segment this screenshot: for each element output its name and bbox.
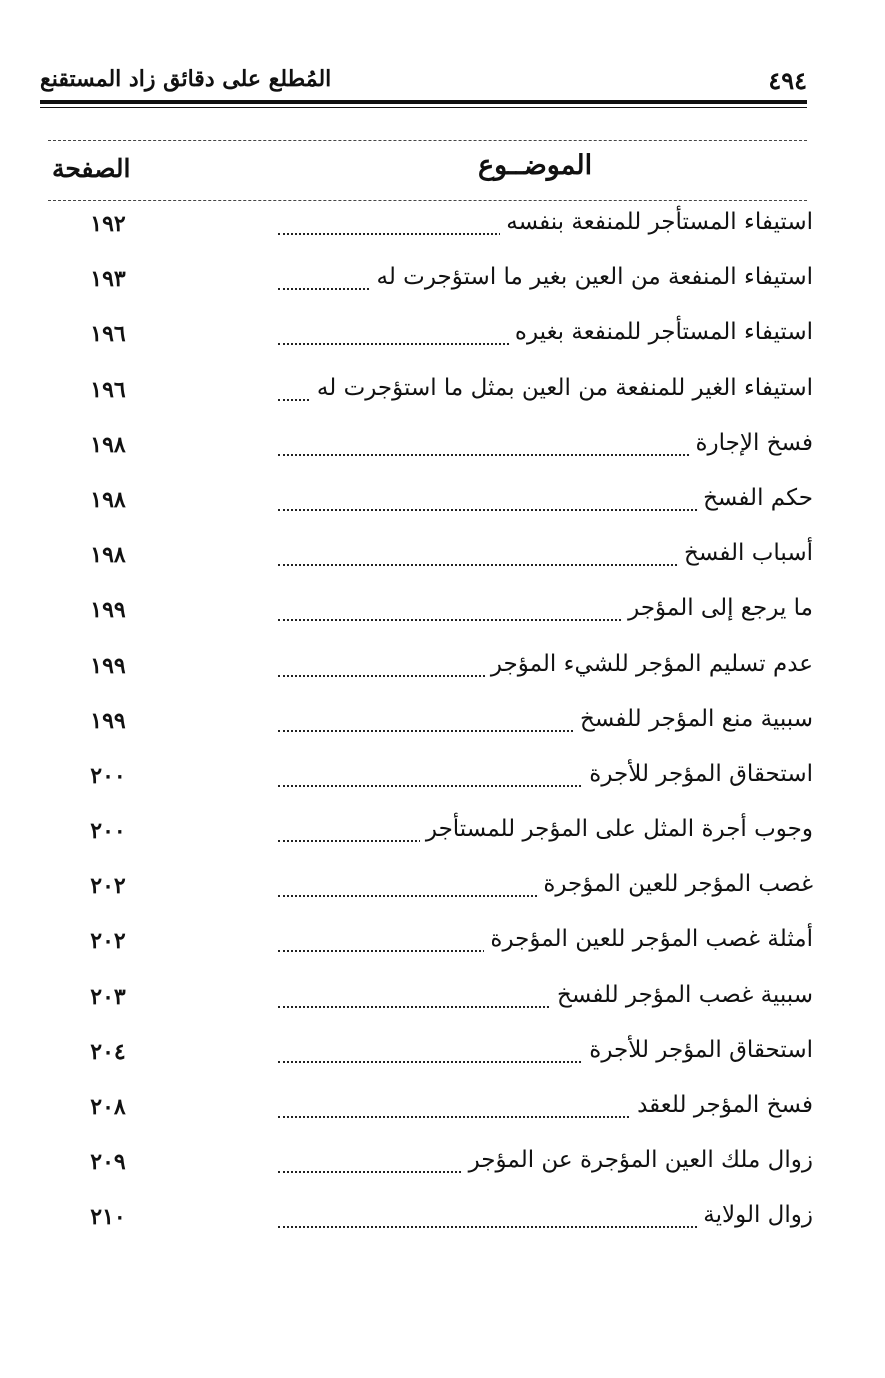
toc-entry-title: غصب المؤجر للعين المؤجرة	[537, 871, 813, 897]
toc-entry-title: سببية منع المؤجر للفسخ	[574, 706, 813, 732]
toc-entry-line	[163, 536, 813, 591]
toc-entry-title: فسخ الإجارة	[689, 430, 813, 456]
toc-entry	[48, 591, 813, 646]
toc-entry	[48, 481, 813, 536]
toc-entry	[48, 757, 813, 812]
toc-entry-page: ١٩٦	[90, 376, 126, 403]
header-rule-thin	[40, 107, 807, 108]
toc-entry-page: ٢٠٢	[90, 873, 126, 900]
toc-entry-page: ٢١٠	[90, 1204, 126, 1231]
dashed-divider-top	[48, 140, 807, 141]
toc-entry-line	[163, 1198, 813, 1253]
toc-entry-line	[163, 426, 813, 481]
topic-column-header: الموضــوع	[478, 150, 593, 181]
toc-entry-line	[163, 591, 813, 646]
toc-entry-line	[163, 315, 813, 370]
toc-entry-title: حكم الفسخ	[697, 485, 813, 511]
toc-entry-title: استيفاء المستأجر للمنفعة بغيره	[509, 319, 813, 345]
toc-entry-page: ١٩٩	[90, 597, 126, 624]
toc-entry	[48, 260, 813, 315]
toc-entry	[48, 1198, 813, 1253]
toc-entry	[48, 978, 813, 1033]
toc-entry-page: ١٩٨	[90, 542, 126, 569]
toc-entry-page: ٢٠٠	[90, 762, 126, 789]
toc-entry-title: فسخ المؤجر للعقد	[631, 1092, 813, 1118]
toc-entry	[48, 1033, 813, 1088]
dashed-divider-bottom	[48, 200, 807, 201]
toc-entry	[48, 371, 813, 426]
toc-entry-title: زوال ملك العين المؤجرة عن المؤجر	[463, 1147, 813, 1173]
toc-entry-title: سببية غصب المؤجر للفسخ	[551, 982, 813, 1008]
toc-entry-line	[163, 260, 813, 315]
toc-entry-page: ١٩٩	[90, 652, 126, 679]
toc-entry-title: استيفاء المستأجر للمنفعة بنفسه	[500, 209, 813, 235]
toc-entry-page: ١٩٨	[90, 431, 126, 458]
toc-entry-title: أسباب الفسخ	[678, 540, 813, 566]
toc-entry-line	[163, 481, 813, 536]
toc-entry-line	[163, 812, 813, 867]
toc-entry	[48, 426, 813, 481]
toc-entry-line	[163, 757, 813, 812]
toc-entry	[48, 867, 813, 922]
toc-entry-line	[163, 922, 813, 977]
toc-entry-line	[163, 205, 813, 260]
page-number: ٤٩٤	[768, 66, 807, 95]
toc-entry-title: ما يرجع إلى المؤجر	[622, 595, 813, 621]
toc-entry	[48, 205, 813, 260]
toc-entry-title: زوال الولاية	[697, 1202, 813, 1228]
running-title: المُطلع على دقائق زاد المستقنع	[40, 66, 332, 92]
toc-entry	[48, 536, 813, 591]
page-header	[40, 64, 807, 100]
toc-entry	[48, 1143, 813, 1198]
toc-entry-page: ١٩٨	[90, 486, 126, 513]
toc-entry-page: ٢٠٨	[90, 1094, 126, 1120]
toc-entry	[48, 1088, 813, 1143]
page-column-header: الصفحة	[52, 154, 131, 183]
toc-entry-line	[163, 1033, 813, 1088]
toc-entry-page: ١٩٩	[90, 707, 126, 734]
header-rule-thick	[40, 100, 807, 104]
toc-entry-line	[163, 978, 813, 1033]
toc-entry	[48, 702, 813, 757]
toc-entry-line	[163, 1088, 813, 1143]
toc-entry-page: ٢٠٢	[90, 928, 126, 955]
toc-entry-page: ٢٠٠	[90, 818, 126, 845]
toc-entry-title: استحقاق المؤجر للأجرة	[583, 761, 813, 787]
toc-entry-line	[163, 1143, 813, 1198]
toc-entry	[48, 315, 813, 370]
toc-entry	[48, 812, 813, 867]
toc-entry	[48, 647, 813, 702]
toc-entry-title: استيفاء الغير للمنفعة من العين بمثل ما استؤجرت له	[311, 375, 813, 401]
toc-entry-title: وجوب أجرة المثل على المؤجر للمستأجر	[420, 816, 813, 842]
toc-entry-title: استيفاء المنفعة من العين بغير ما استؤجرت له	[371, 264, 813, 290]
column-headers	[48, 150, 807, 190]
toc-entry-line	[163, 702, 813, 757]
toc-entry-line	[163, 867, 813, 922]
toc-entry-line	[163, 647, 813, 702]
toc-entry-page: ٢٠٩	[90, 1149, 126, 1176]
toc-entry-title: استحقاق المؤجر للأجرة	[583, 1037, 813, 1063]
toc-entry-page: ٢٠٤	[90, 1038, 126, 1065]
toc-entry-line	[163, 371, 813, 426]
toc-entry-page: ١٩٣	[90, 266, 126, 293]
toc-list	[48, 205, 813, 1254]
toc-entry	[48, 922, 813, 977]
toc-entry-title: أمثلة غصب المؤجر للعين المؤجرة	[484, 926, 813, 952]
toc-entry-page: ١٩٢	[90, 211, 126, 237]
toc-entry-title: عدم تسليم المؤجر للشيء المؤجر	[485, 651, 813, 677]
toc-entry-page: ٢٠٣	[90, 983, 126, 1010]
toc-entry-page: ١٩٦	[90, 321, 126, 348]
